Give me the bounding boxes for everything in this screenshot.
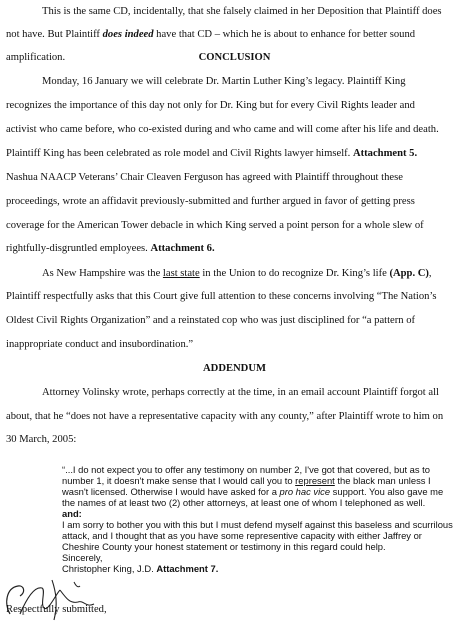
body-line: inappropriate conduct and insubordination.” — [6, 339, 194, 350]
body-line: coverage for the American Tower debacle in which King served a point person for a whole slew of — [6, 220, 424, 231]
body-line: activist who came before, who co-existed during and who came and will come after his life and death. — [6, 124, 439, 135]
body-line: 30 March, 2005: — [6, 434, 77, 445]
body-line: Plaintiff King has been celebrated as role model and Civil Rights lawyer himself. Attachment 5. — [6, 148, 418, 159]
body-line: recognizes the importance of this day not only for Dr. King but for every Civil Rights leader and — [6, 100, 415, 111]
body-line: Attorney Volinsky wrote, perhaps correctly at the time, in an email account Plaintiff forgot all — [42, 387, 439, 398]
email-quote-line: Sincerely, — [62, 552, 103, 563]
email-quote-line: attack, and I thought that as you have some representive capacity with either Jaffrey or — [62, 530, 422, 541]
email-quote-line: the names of at least two (2) other attorneys, at least one of whom I telephoned as well. — [62, 497, 426, 508]
email-quote-line: Cheshire County your honest statement or testimony in this regard could help. — [62, 541, 386, 552]
body-line: As New Hampshire was the last state in the Union to do recognize Dr. King’s life (App. C), — [42, 268, 432, 279]
email-quote-line: and: — [62, 508, 82, 519]
body-line: Oldest Civil Rights Organization” and a reinstated cop who was just disciplined for “a pattern of — [6, 315, 416, 326]
email-quote-line: wasn't licensed. Otherwise I would have asked for a pro hac vice support. You also gave me — [62, 486, 444, 497]
body-line: Plaintiff respectfully asks that this Court give full attention to these concerns involving “The Nation’s — [6, 291, 437, 302]
body-line: proceedings, wrote an affidavit previously-submitted and further argued in favor of getting press — [6, 196, 415, 207]
email-quote-line: number 1, it doesn't make sense that I would call you to represent the black man unless I — [62, 475, 431, 486]
body-line: This is the same CD, incidentally, that she falsely claimed in her Deposition that Plaintiff does — [42, 6, 442, 17]
addendum-heading: ADDENDUM — [203, 363, 266, 374]
body-line: about, that he “does not have a representative capacity with any county,” after Plaintiff wrote to him on — [6, 411, 444, 422]
body-line: not have. But Plaintiff does indeed have that CD – which he is about to enhance for better sound — [6, 29, 416, 40]
body-line: Nashua NAACP Veterans’ Chair Cleaven Ferguson has agreed with Plaintiff throughout these — [6, 172, 403, 183]
body-line: Monday, 16 January we will celebrate Dr. Martin Luther King’s legacy. Plaintiff King — [42, 76, 406, 87]
email-quote-line: Christopher King, J.D. Attachment 7. — [62, 563, 219, 574]
email-quote-line: I am sorry to bother you with this but I must defend myself against this baseless and scurrilous — [62, 519, 453, 530]
handwritten-signature — [0, 574, 110, 624]
conclusion-heading: CONCLUSION — [198, 52, 271, 63]
closing-line: Respectfully submitted, — [6, 604, 107, 615]
email-quote-line: “...I do not expect you to offer any testimony on number 2, I've got that covered, but as to — [62, 464, 430, 475]
body-line: amplification. — [6, 52, 66, 63]
body-line: rightfully-disgruntled employees. Attachment 6. — [6, 243, 215, 254]
